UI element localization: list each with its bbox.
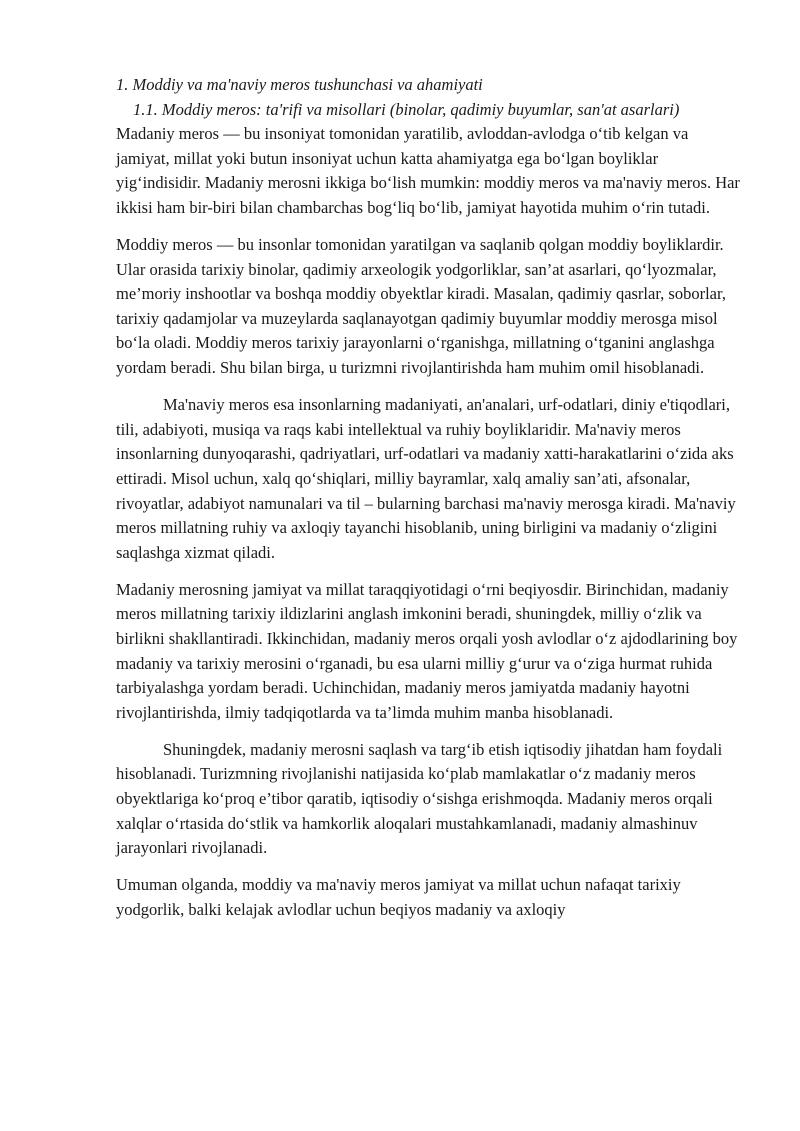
subsection-heading: 1.1. Moddiy meros: ta'rifi va misollari (binolar, qadimiy buyumlar, san'at asarlari) xyxy=(133,99,680,119)
paragraph-umuman: Umuman olganda, moddiy va ma'naviy meros jamiyat va millat uchun nafaqat tarixiy yodgorlik, balki kelajak avlodlar uchun beqiyos madaniy va axloqiy xyxy=(116,875,681,919)
document-page xyxy=(116,73,740,935)
paragraph-moddiy-meros: Moddiy meros — bu insonlar tomonidan yaratilgan va saqlanib qolgan moddiy boyliklardir. Ular orasida tarixiy binolar, qadimiy arxeologik yodgorliklar, san’at asarlari, qo‘lyozmalar, me’moriy inshootlar va boshqa moddiy obyektlar kiradi. Masalan, qadimiy qasrlar, soborlar, tarixiy qadamjolar va muzeylarda saqlanayotgan qadimiy buyumlar moddiy merosga misol bo‘la oladi. Moddiy meros tarixiy jarayonlarni o‘rganishga, millatning o‘tganini anglashga yordam beradi. Shu bilan birga, u turizmni rivojlantirishda ham muhim omil hisoblanadi. xyxy=(116,235,726,378)
paragraph-iqtisodiy: Shuningdek, madaniy merosni saqlash va targ‘ib etish iqtisodiy jihatdan ham foydali hisoblanadi. Turizmning rivojlanishi natijasida ko‘plab mamlakatlar o‘z madaniy meros obyektlariga ko‘proq e’tibor qaratib, iqtisodiy o‘sishga erishmoqda. Madaniy meros orqali xalqlar o‘rtasida do‘stlik va hamkorlik aloqalari mustahkamlanadi, madaniy almashinuv jarayonlari rivojlanadi. xyxy=(116,739,723,858)
paragraph-manaviy-meros: Ma'naviy meros esa insonlarning madaniyati, an'analari, urf-odatlari, diniy e'tiqodlari, tili, adabiyoti, musiqa va raqs kabi intellektual va ruhiy boyliklaridir. Ma'naviy meros insonlarning dunyoqarashi, qadriyatlari, urf-odatlari va madaniy xatti-harakatlarini o‘zida aks ettiradi. Misol uchun, xalq qo‘shiqlari, milliy bayramlar, xalq amaliy san’ati, afsonalar, rivoyatlar, adabiyot namunalari va til – bularning barchasi ma'naviy merosga kiradi. Ma'naviy meros millatning ruhiy va axloqiy tayanchi hisoblanib, uning birligini va madaniy o‘zligini saqlashga xizmat qiladi. xyxy=(116,395,736,562)
paragraph-madaniy-meros: Madaniy meros — bu insoniyat tomonidan yaratilib, avloddan-avlodga o‘tib kelgan va jamiyat, millat yoki butun insoniyat uchun katta ahamiyatga ega bo‘lgan boyliklar yig‘indisidir. Madaniy merosni ikkiga bo‘lish mumkin: moddiy meros va ma'naviy meros. Har ikkisi ham bir-biri bilan chambarchas bog‘liq bo‘lib, jamiyat hayotida muhim o‘rin tutadi. xyxy=(116,124,740,217)
paragraph-meros-orni: Madaniy merosning jamiyat va millat taraqqiyotidagi o‘rni beqiyosdir. Birinchidan, madaniy meros millatning tarixiy ildizlarini anglash imkonini beradi, shuningdek, milliy o‘zlik va birlikni shakllantiradi. Ikkinchidan, madaniy meros orqali yosh avlodlar o‘z ajdodlarining boy madaniy va tarixiy merosini o‘rganadi, bu esa ularni milliy g‘urur va o‘ziga hurmat ruhida tarbiyalashga yordam beradi. Uchinchidan, madaniy meros jamiyatda madaniy hayotni rivojlantirishda, ilmiy tadqiqotlarda va ta’limda muhim manba hisoblanadi. xyxy=(116,579,738,722)
section-heading: 1. Moddiy va ma'naviy meros tushunchasi va ahamiyati xyxy=(116,75,483,94)
